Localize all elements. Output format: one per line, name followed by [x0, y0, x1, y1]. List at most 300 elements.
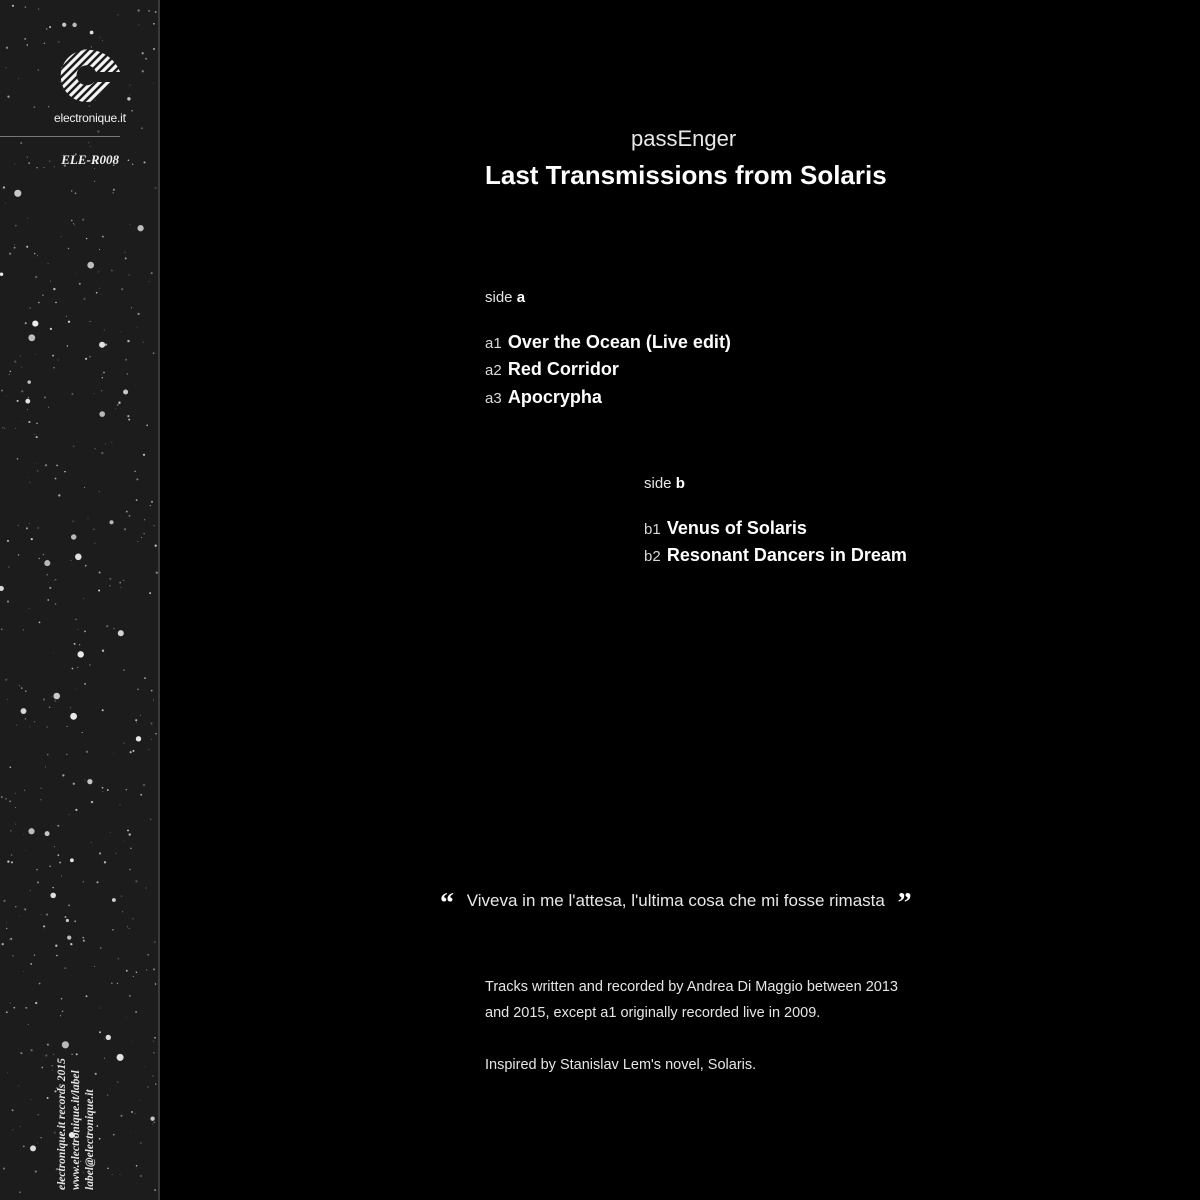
star — [153, 1052, 154, 1053]
star — [34, 955, 35, 956]
star — [41, 914, 42, 915]
track-number: b2 — [644, 548, 661, 565]
star — [104, 330, 105, 331]
star — [14, 190, 21, 197]
star — [58, 360, 59, 361]
star — [136, 722, 137, 723]
star — [137, 225, 143, 231]
star — [94, 448, 95, 449]
side-b-prefix: side — [644, 475, 672, 492]
track-title: Resonant Dancers in Dream — [666, 545, 907, 565]
star — [94, 181, 95, 182]
star — [55, 302, 57, 304]
star — [86, 751, 88, 753]
star — [47, 599, 49, 601]
star — [91, 801, 93, 803]
star — [48, 407, 49, 408]
star — [151, 272, 153, 274]
star — [18, 525, 19, 526]
star — [26, 246, 28, 248]
label-spine — [0, 0, 158, 1200]
star — [23, 971, 24, 972]
star — [102, 787, 104, 789]
star — [155, 11, 157, 13]
track-a1 — [485, 332, 731, 353]
star — [6, 923, 7, 924]
star — [123, 389, 128, 394]
star — [54, 603, 56, 605]
star — [5, 679, 7, 681]
star — [39, 622, 41, 624]
star — [126, 970, 128, 972]
star — [136, 1165, 138, 1167]
star — [46, 914, 48, 916]
star — [109, 520, 113, 524]
star — [61, 236, 62, 237]
star — [20, 1052, 22, 1054]
star — [35, 1170, 37, 1172]
star — [40, 799, 41, 800]
star — [102, 709, 104, 711]
star — [131, 307, 132, 308]
star — [49, 865, 51, 867]
star — [125, 252, 126, 253]
star — [113, 189, 115, 191]
star — [120, 1174, 121, 1175]
credit-line-email: label@electronique.it — [84, 1089, 96, 1190]
star — [106, 625, 108, 627]
side-b-heading — [644, 475, 685, 492]
star — [130, 751, 132, 753]
star — [137, 541, 138, 542]
star — [39, 983, 41, 985]
star — [153, 48, 155, 50]
star — [75, 688, 76, 689]
star — [112, 442, 113, 443]
star — [6, 47, 8, 49]
star — [141, 537, 142, 538]
star — [145, 58, 147, 60]
star — [50, 328, 52, 330]
catalog-number: ELE-R008 — [61, 152, 119, 167]
star — [79, 283, 81, 285]
star — [115, 408, 116, 409]
star — [24, 790, 25, 791]
star — [36, 436, 38, 438]
star — [28, 421, 30, 423]
star — [101, 374, 102, 375]
star — [65, 916, 67, 918]
star — [140, 1175, 142, 1177]
star — [54, 700, 56, 702]
star — [29, 608, 30, 609]
star — [129, 995, 131, 997]
star — [155, 545, 157, 547]
star — [69, 814, 70, 815]
star — [49, 707, 51, 709]
star — [39, 558, 40, 559]
star — [21, 687, 22, 688]
star — [59, 862, 61, 864]
star — [10, 371, 12, 373]
star — [38, 8, 40, 10]
star — [7, 1073, 8, 1074]
star — [6, 928, 7, 929]
star — [27, 380, 30, 383]
star — [34, 253, 36, 255]
star — [6, 1011, 8, 1013]
star — [144, 519, 145, 520]
star — [129, 85, 130, 86]
star — [117, 404, 118, 405]
star — [16, 724, 17, 725]
star — [88, 142, 89, 143]
star — [18, 78, 19, 79]
star — [23, 629, 24, 630]
star — [124, 841, 125, 842]
star — [144, 533, 145, 534]
star — [126, 1017, 127, 1018]
star — [89, 664, 91, 666]
star — [26, 527, 28, 529]
star — [43, 929, 44, 930]
star — [15, 793, 16, 794]
star — [142, 70, 144, 72]
track-title: Over the Ocean (Live edit) — [507, 332, 731, 352]
star — [52, 1065, 53, 1066]
star — [77, 667, 78, 668]
star — [101, 294, 102, 295]
star — [94, 966, 95, 967]
star — [34, 434, 35, 435]
star — [17, 400, 19, 402]
star — [74, 920, 76, 922]
star — [91, 842, 92, 843]
star — [70, 943, 72, 945]
star — [99, 491, 100, 492]
star — [67, 345, 68, 346]
star — [58, 41, 60, 43]
star — [34, 721, 35, 722]
star — [99, 249, 100, 250]
star — [70, 713, 77, 720]
star — [99, 342, 105, 348]
star — [154, 1037, 156, 1039]
star — [70, 707, 71, 708]
star — [109, 585, 110, 586]
star — [51, 696, 52, 697]
label-credits — [55, 1000, 115, 1190]
star — [64, 471, 66, 473]
star — [122, 911, 123, 912]
star — [10, 830, 12, 832]
star — [73, 783, 75, 785]
star — [30, 1145, 36, 1151]
star — [45, 831, 50, 836]
star — [151, 739, 152, 740]
star — [47, 1097, 49, 1099]
star — [15, 428, 16, 429]
star — [85, 358, 87, 360]
star — [133, 976, 134, 977]
star — [13, 1007, 15, 1009]
star — [54, 846, 55, 847]
star — [119, 582, 121, 584]
star — [98, 271, 99, 272]
star — [14, 360, 16, 362]
star — [67, 935, 71, 939]
star — [68, 905, 70, 907]
star — [129, 928, 130, 929]
star — [129, 833, 131, 835]
star — [52, 887, 53, 888]
star — [38, 70, 39, 71]
credit-line-copyright: electronique.it records 2015 — [56, 1058, 68, 1190]
star — [118, 402, 120, 404]
star — [12, 1109, 14, 1111]
star — [82, 937, 84, 939]
star — [136, 499, 138, 501]
track-a2 — [485, 359, 619, 380]
star — [11, 854, 13, 856]
star — [110, 832, 111, 833]
star — [46, 28, 47, 29]
star — [104, 861, 106, 863]
star — [55, 579, 56, 580]
star — [96, 881, 98, 883]
star — [136, 328, 137, 329]
star — [153, 23, 155, 25]
star — [154, 1189, 156, 1191]
star — [136, 972, 138, 974]
star — [101, 390, 102, 391]
track-title: Apocrypha — [507, 387, 602, 407]
artist-name: passEnger — [631, 126, 737, 151]
star — [128, 274, 129, 275]
star — [131, 110, 132, 111]
star — [10, 766, 12, 768]
star — [34, 106, 36, 108]
star — [75, 619, 77, 621]
star — [28, 1024, 29, 1025]
star — [9, 253, 11, 255]
star — [87, 779, 92, 784]
star — [14, 247, 16, 249]
star — [15, 225, 16, 226]
open-quote-mark: “ — [440, 888, 454, 919]
star — [25, 322, 27, 324]
star — [72, 521, 73, 522]
star — [62, 23, 66, 27]
star — [87, 262, 94, 269]
star — [79, 644, 80, 645]
star — [129, 515, 131, 517]
star — [12, 5, 14, 7]
star — [48, 106, 49, 107]
star — [75, 273, 76, 274]
star — [22, 421, 23, 422]
star — [146, 425, 148, 427]
star — [46, 574, 47, 575]
star — [89, 106, 90, 107]
star — [137, 313, 139, 315]
star — [30, 890, 31, 891]
star — [89, 321, 90, 322]
star — [86, 995, 88, 997]
star — [140, 794, 142, 796]
star — [102, 791, 103, 792]
star — [127, 829, 129, 831]
side-a-prefix: side — [485, 289, 513, 306]
star — [154, 525, 155, 526]
star — [98, 589, 100, 591]
star — [67, 726, 68, 727]
star — [7, 699, 8, 700]
star — [25, 1007, 27, 1009]
star — [84, 487, 85, 488]
star — [142, 342, 143, 343]
star — [15, 807, 16, 808]
track-title: Red Corridor — [507, 359, 619, 379]
star — [71, 220, 72, 221]
star — [48, 263, 49, 264]
star — [35, 463, 36, 464]
star — [66, 754, 68, 756]
star — [148, 749, 149, 750]
star — [9, 939, 10, 940]
star — [56, 955, 57, 956]
star — [143, 454, 145, 456]
star — [35, 276, 37, 278]
star — [112, 929, 114, 931]
star — [20, 142, 22, 144]
star — [44, 560, 50, 566]
star — [19, 916, 20, 917]
star — [117, 1054, 124, 1061]
star — [135, 719, 137, 721]
star — [71, 393, 73, 395]
star — [41, 1067, 43, 1069]
star — [101, 452, 103, 454]
star — [89, 356, 91, 358]
star — [29, 482, 30, 483]
side-a-heading — [485, 289, 525, 306]
star — [43, 925, 45, 927]
star — [135, 1113, 136, 1114]
quote-text: Viveva in me l'attesa, l'ultima cosa che mi fosse rimasta — [466, 891, 885, 910]
star — [128, 419, 130, 421]
star — [99, 852, 101, 854]
star — [50, 281, 51, 282]
star — [25, 399, 30, 404]
star — [125, 359, 127, 361]
star — [53, 367, 54, 368]
star — [86, 238, 87, 239]
star — [118, 958, 120, 960]
star — [11, 861, 13, 863]
star — [85, 780, 86, 781]
star — [140, 715, 141, 716]
star — [72, 668, 74, 670]
star — [153, 699, 154, 700]
star — [119, 804, 120, 805]
star — [147, 954, 149, 956]
logo-wordmark: electronique.it — [54, 111, 126, 125]
star — [150, 722, 152, 724]
star — [155, 733, 157, 735]
track-b2 — [644, 545, 907, 566]
star — [73, 223, 74, 224]
star — [25, 6, 26, 7]
star — [40, 1137, 41, 1138]
star — [153, 968, 155, 970]
star — [88, 518, 89, 519]
star — [118, 14, 119, 15]
star — [143, 784, 145, 786]
star — [45, 464, 47, 466]
star — [139, 1100, 140, 1101]
spine-edge — [158, 0, 160, 1200]
star — [40, 788, 41, 789]
star — [105, 443, 106, 444]
star — [30, 307, 31, 308]
star — [132, 918, 133, 919]
star — [140, 1142, 141, 1143]
star — [64, 967, 66, 969]
star — [145, 1066, 146, 1067]
star — [94, 543, 95, 544]
star — [97, 130, 99, 132]
star — [38, 1114, 39, 1115]
track-a3 — [485, 387, 602, 408]
star — [10, 938, 12, 940]
star — [56, 465, 58, 467]
star — [6, 67, 7, 68]
star — [68, 248, 69, 249]
star — [19, 1191, 21, 1193]
star — [21, 708, 27, 714]
liner-notes — [485, 974, 905, 1104]
track-number: a2 — [485, 362, 502, 379]
star — [1, 629, 2, 630]
star — [2, 943, 4, 945]
star — [153, 1121, 155, 1123]
star — [153, 1041, 154, 1042]
star — [134, 471, 135, 472]
side-a-letter: a — [516, 289, 526, 306]
star — [49, 587, 51, 589]
star — [29, 523, 30, 524]
star — [118, 630, 124, 636]
star — [71, 190, 72, 191]
track-number: a1 — [485, 335, 502, 352]
star — [24, 834, 25, 835]
star — [120, 1115, 122, 1117]
star — [37, 1143, 38, 1144]
star — [15, 824, 16, 825]
star — [27, 409, 28, 410]
star — [149, 281, 150, 282]
star — [71, 534, 76, 539]
star — [18, 554, 20, 556]
star — [52, 1070, 53, 1071]
star — [124, 528, 126, 530]
star — [62, 774, 64, 776]
star — [38, 302, 40, 304]
star — [136, 478, 138, 480]
star — [112, 898, 116, 902]
star — [93, 529, 94, 530]
